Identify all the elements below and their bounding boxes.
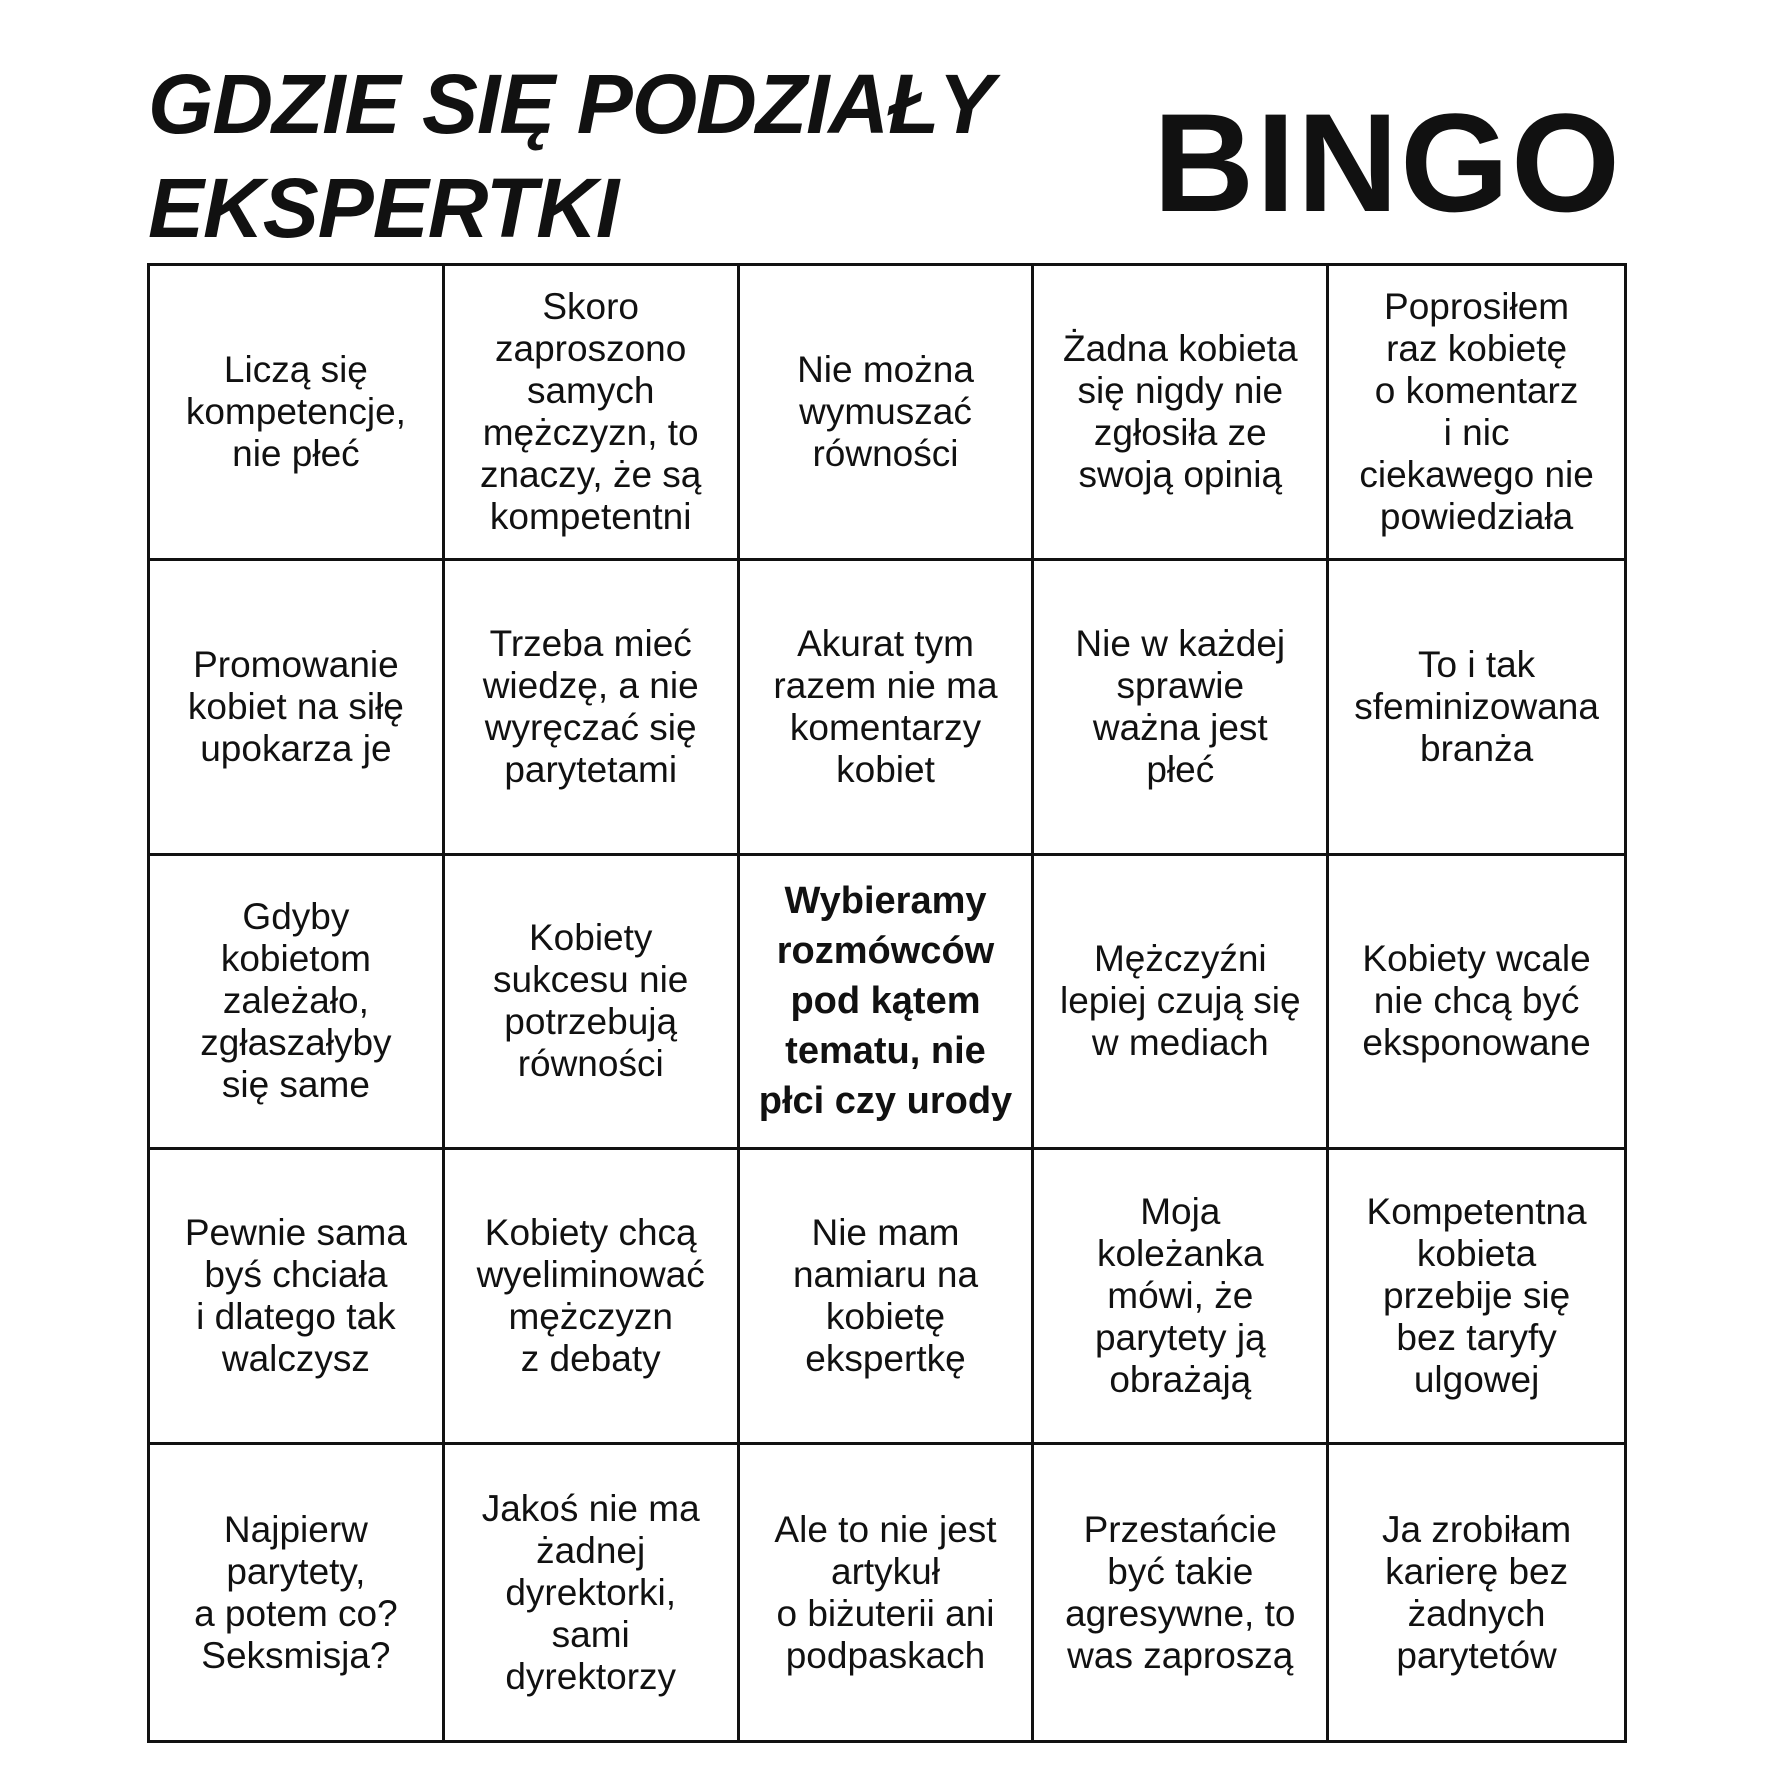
bingo-cell (1034, 1150, 1329, 1445)
bingo-cell-text: Akurat tym razem nie ma komentarzy kobiet (773, 622, 998, 790)
bingo-cell-text: Mężczyźni lepiej czują się w mediach (1059, 938, 1301, 1064)
bingo-cell-text: Skoro zaproszono samych mężczyzn, to znaczy, że są kompetentni (479, 285, 702, 537)
bingo-cell (445, 856, 740, 1151)
bingo-board (147, 263, 1627, 1743)
bingo-cell-text: Pewnie sama byś chciała i dlatego tak walczysz (184, 1212, 407, 1380)
page-title (148, 52, 993, 260)
bingo-cell-text: Kobiety chcą wyeliminować mężczyzn z debaty (476, 1212, 705, 1380)
bingo-cell (150, 856, 445, 1151)
bingo-center-cell (740, 856, 1035, 1151)
bingo-cell (445, 1445, 740, 1740)
bingo-cell (445, 1150, 740, 1445)
bingo-cell-text: Żadna kobieta się nigdy nie zgłosiła ze swoją opinią (1063, 327, 1298, 495)
bingo-cell-text: Najpierw parytety, a potem co? Seksmisja? (194, 1508, 398, 1676)
bingo-cell (1034, 561, 1329, 856)
bingo-cell-text: Nie w każdej sprawie ważna jest płeć (1075, 622, 1286, 790)
bingo-cell-text: To i tak sfeminizowana branża (1354, 643, 1599, 769)
bingo-heading: BINGO (1153, 84, 1622, 241)
bingo-cell-text: Jakoś nie ma żadnej dyrektorki, sami dyrektorzy (481, 1487, 700, 1697)
bingo-cell (150, 266, 445, 561)
bingo-cell-text: Kompetentna kobieta przebije się bez taryfy ulgowej (1366, 1191, 1587, 1401)
bingo-cell (1034, 266, 1329, 561)
bingo-cell (150, 561, 445, 856)
title-line-1: GDZIE SIĘ PODZIAŁY (148, 57, 994, 151)
bingo-cell-text: Nie można wymuszać równości (797, 348, 974, 474)
bingo-cell-text: Gdyby kobietom zależało, zgłaszałyby się same (200, 896, 392, 1106)
bingo-cell (740, 1150, 1035, 1445)
bingo-cell-text: Nie mam namiaru na kobietę ekspertkę (792, 1212, 979, 1380)
bingo-cell-text: Kobiety sukcesu nie potrzebują równości (493, 917, 689, 1085)
bingo-cell-text: Przestańcie być takie agresywne, to was zaproszą (1065, 1508, 1296, 1676)
bingo-cell-text: Kobiety wcale nie chcą być eksponowane (1362, 938, 1591, 1064)
bingo-cell-text: Ale to nie jest artykuł o biżuterii ani podpaskach (774, 1508, 997, 1676)
bingo-cell (150, 1150, 445, 1445)
title-line-2: EKSPERTKI (148, 161, 619, 255)
bingo-cell (1329, 1445, 1624, 1740)
bingo-cell (1034, 1445, 1329, 1740)
bingo-cell (1329, 1150, 1624, 1445)
bingo-cell (1329, 856, 1624, 1151)
bingo-cell-text: Liczą się kompetencje, nie płeć (185, 348, 406, 474)
bingo-cell-text: Trzeba mieć wiedzę, a nie wyręczać się parytetami (482, 622, 699, 790)
bingo-cell (1034, 856, 1329, 1151)
bingo-cell-text: Moja koleżanka mówi, że parytety ją obrażają (1094, 1191, 1266, 1401)
bingo-cell (150, 1445, 445, 1740)
bingo-cell (1329, 266, 1624, 561)
bingo-cell (445, 266, 740, 561)
bingo-cell-text: Ja zrobiłam karierę bez żadnych parytetów (1381, 1508, 1572, 1676)
bingo-cell (740, 266, 1035, 561)
bingo-cell-text: Poprosiłem raz kobietę o komentarz i nic ciekawego nie powiedziała (1359, 285, 1594, 537)
bingo-center-cell-text: Wybieramy rozmówców pod kątem tematu, nie płci czy urody (758, 880, 1013, 1123)
bingo-cell (740, 561, 1035, 856)
bingo-cell (445, 561, 740, 856)
bingo-cell (740, 1445, 1035, 1740)
bingo-cell (1329, 561, 1624, 856)
bingo-cell-text: Promowanie kobiet na siłę upokarza je (187, 643, 404, 769)
